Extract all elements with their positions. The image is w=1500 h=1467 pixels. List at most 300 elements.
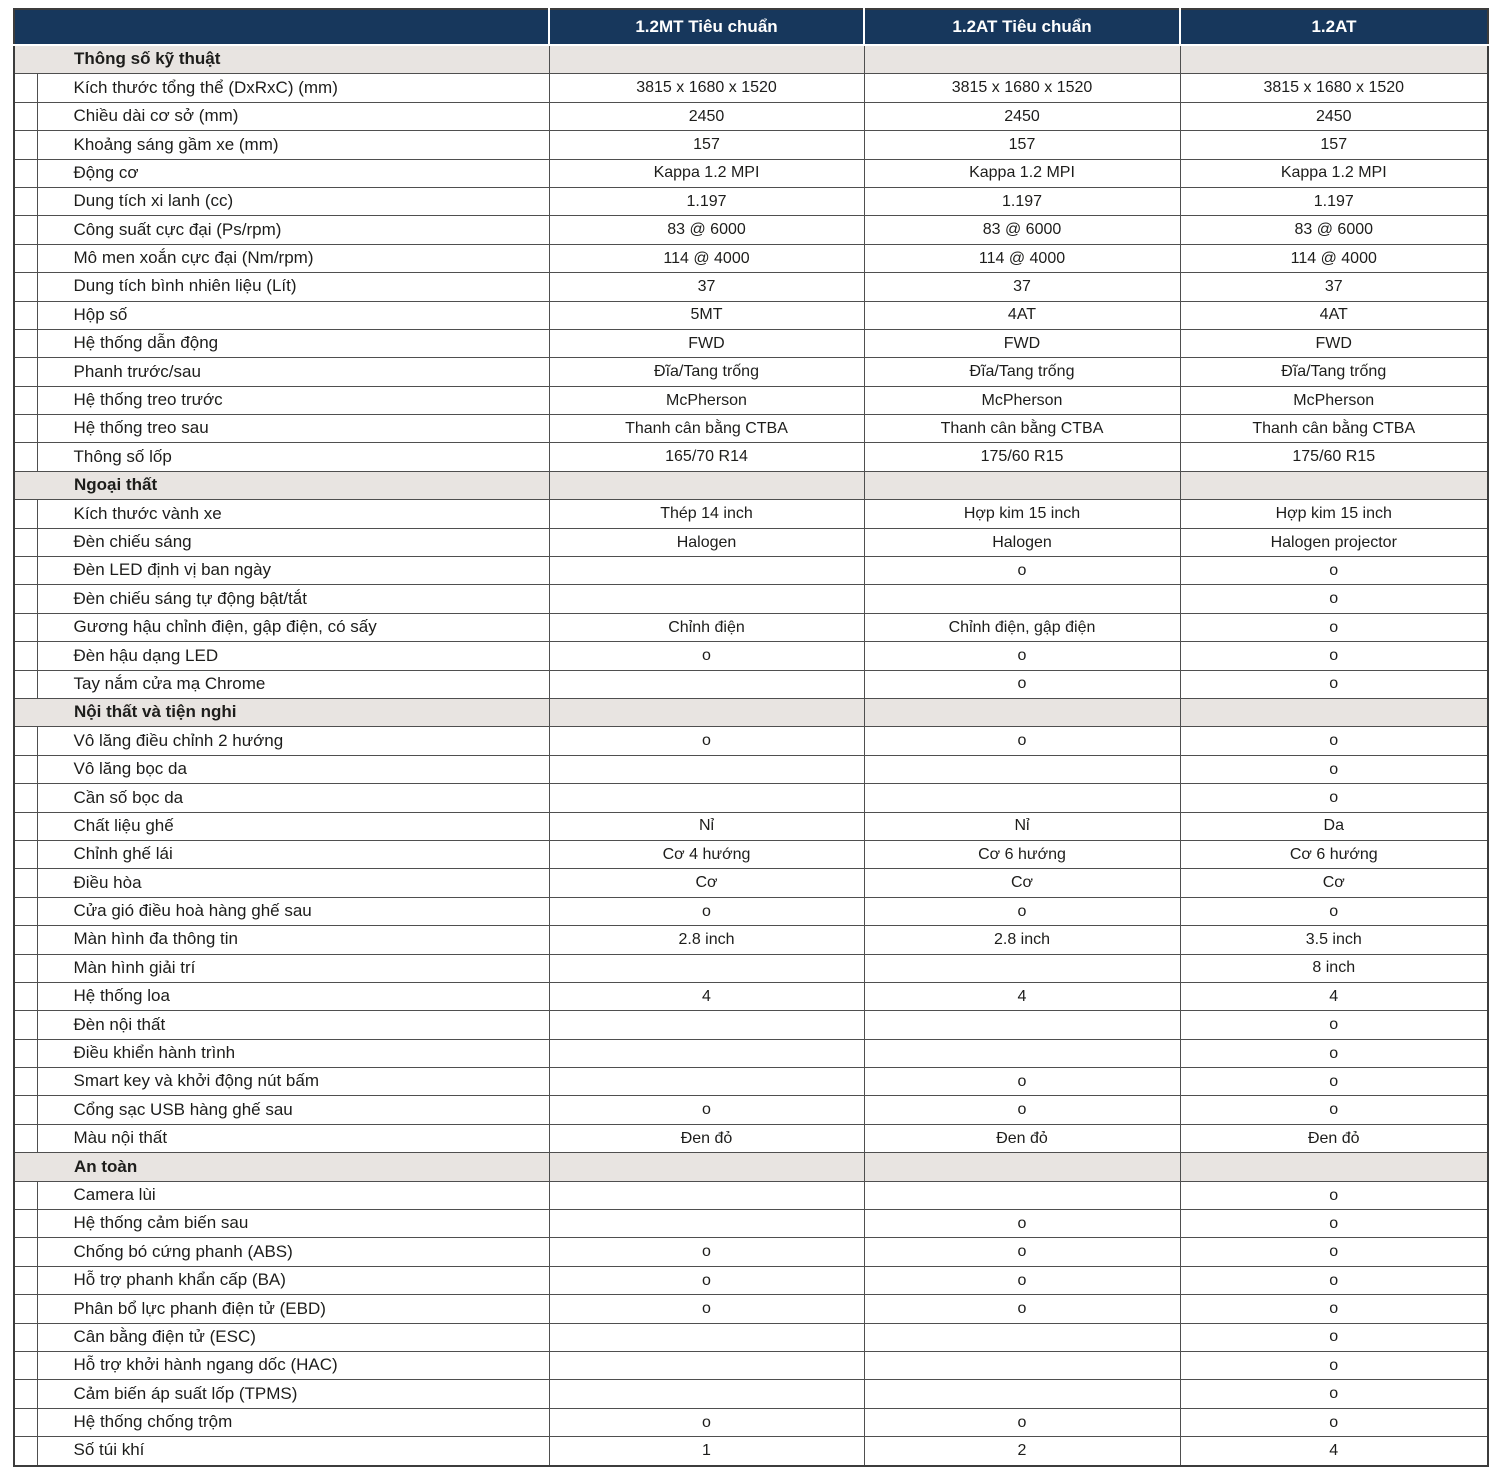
spec-value: o [864, 642, 1180, 670]
spec-value: Chỉnh điện, gập điện [864, 613, 1180, 641]
spec-value: Đen đỏ [549, 1124, 864, 1152]
spec-value [549, 1210, 864, 1238]
row-spacer-cell [14, 1181, 37, 1209]
spec-value: Kappa 1.2 MPI [549, 159, 864, 187]
spec-row [14, 585, 1488, 613]
spec-label: Cân bằng điện tử (ESC) [37, 1323, 549, 1351]
spec-value [864, 1181, 1180, 1209]
spec-value [549, 755, 864, 783]
spec-label: Hệ thống dẫn động [37, 329, 549, 357]
spec-row [14, 755, 1488, 783]
spec-value: 3.5 inch [1180, 926, 1488, 954]
row-spacer-cell [14, 159, 37, 187]
spec-value: o [864, 1238, 1180, 1266]
spec-value: Halogen projector [1180, 528, 1488, 556]
spec-value: 3815 x 1680 x 1520 [549, 74, 864, 102]
spec-value: Đĩa/Tang trống [1180, 358, 1488, 386]
spec-value [549, 670, 864, 698]
spec-label: Hệ thống treo trước [37, 386, 549, 414]
spec-value [549, 1323, 864, 1351]
spec-label: Chỉnh ghế lái [37, 840, 549, 868]
spec-value [549, 954, 864, 982]
spec-value: o [864, 1096, 1180, 1124]
spec-value: 3815 x 1680 x 1520 [1180, 74, 1488, 102]
section-fill-cell [864, 698, 1180, 726]
row-spacer-cell [14, 1210, 37, 1238]
spec-row [14, 812, 1488, 840]
spec-label: Khoảng sáng gầm xe (mm) [37, 131, 549, 159]
section-fill-cell [1180, 698, 1488, 726]
row-spacer-cell [14, 727, 37, 755]
row-spacer-cell [14, 1124, 37, 1152]
header-corner-cell [14, 9, 549, 45]
spec-label: Hệ thống cảm biến sau [37, 1210, 549, 1238]
spec-label: Vô lăng điều chỉnh 2 hướng [37, 727, 549, 755]
spec-value: Cơ 6 hướng [1180, 840, 1488, 868]
row-spacer-cell [14, 784, 37, 812]
spec-value: 5MT [549, 301, 864, 329]
row-spacer-cell [14, 1039, 37, 1067]
spec-row [14, 358, 1488, 386]
spec-value: o [1180, 557, 1488, 585]
spec-value: Cơ [864, 869, 1180, 897]
spec-value: Cơ [549, 869, 864, 897]
spec-value: o [1180, 585, 1488, 613]
spec-value: o [864, 557, 1180, 585]
spec-label: Dung tích xi lanh (cc) [37, 187, 549, 215]
spec-label: Đèn hậu dạng LED [37, 642, 549, 670]
spec-value [864, 1323, 1180, 1351]
section-title: Nội thất và tiện nghi [14, 698, 549, 726]
spec-value: 4 [864, 982, 1180, 1010]
spec-value: FWD [864, 329, 1180, 357]
spec-value: 37 [549, 273, 864, 301]
spec-row [14, 1039, 1488, 1067]
row-spacer-cell [14, 1351, 37, 1379]
spec-value: o [1180, 1295, 1488, 1323]
spec-row [14, 159, 1488, 187]
spec-value: o [549, 642, 864, 670]
spec-value: 175/60 R15 [864, 443, 1180, 471]
spec-value: 114 @ 4000 [549, 244, 864, 272]
spec-value [864, 1380, 1180, 1408]
spec-value: o [1180, 1096, 1488, 1124]
section-fill-cell [864, 471, 1180, 499]
spec-row [14, 727, 1488, 755]
spec-value: 37 [864, 273, 1180, 301]
spec-value [549, 557, 864, 585]
spec-value: Halogen [864, 528, 1180, 556]
section-fill-cell [1180, 45, 1488, 74]
spec-row [14, 557, 1488, 585]
spec-value: Cơ 4 hướng [549, 840, 864, 868]
spec-value: 2450 [1180, 102, 1488, 130]
row-spacer-cell [14, 840, 37, 868]
spec-value: o [1180, 1238, 1488, 1266]
row-spacer-cell [14, 1295, 37, 1323]
spec-value: o [864, 897, 1180, 925]
spec-value: 2450 [864, 102, 1180, 130]
spec-value: Halogen [549, 528, 864, 556]
section-row [14, 471, 1488, 499]
spec-value [549, 1380, 864, 1408]
spec-value [864, 1351, 1180, 1379]
spec-value: o [1180, 755, 1488, 783]
spec-value: 2.8 inch [549, 926, 864, 954]
section-fill-cell [1180, 471, 1488, 499]
spec-value [549, 1181, 864, 1209]
spec-value: o [1180, 1039, 1488, 1067]
spec-value: o [1180, 1181, 1488, 1209]
section-title: An toàn [14, 1153, 549, 1181]
spec-value: o [1180, 1323, 1488, 1351]
spec-value [549, 1351, 864, 1379]
spec-label: Mô men xoắn cực đại (Nm/rpm) [37, 244, 549, 272]
spec-row [14, 1210, 1488, 1238]
spec-row [14, 1351, 1488, 1379]
section-title: Thông số kỹ thuật [14, 45, 549, 74]
spec-value: o [549, 897, 864, 925]
spec-label: Chất liệu ghế [37, 812, 549, 840]
spec-row [14, 926, 1488, 954]
row-spacer-cell [14, 528, 37, 556]
header-variant-1-2at: 1.2AT [1180, 9, 1488, 45]
spec-label: Cần số bọc da [37, 784, 549, 812]
row-spacer-cell [14, 642, 37, 670]
spec-value: 114 @ 4000 [1180, 244, 1488, 272]
spec-value: o [1180, 1408, 1488, 1436]
spec-value: 37 [1180, 273, 1488, 301]
spec-value: o [1180, 613, 1488, 641]
row-spacer-cell [14, 755, 37, 783]
spec-value: o [864, 1210, 1180, 1238]
row-spacer-cell [14, 1380, 37, 1408]
spec-label: Đèn chiếu sáng tự động bật/tắt [37, 585, 549, 613]
spec-value: 157 [864, 131, 1180, 159]
spec-value [549, 1068, 864, 1096]
spec-value [549, 585, 864, 613]
header-variant-1-2mt-tieu-chuan: 1.2MT Tiêu chuẩn [549, 9, 864, 45]
spec-value: Đĩa/Tang trống [549, 358, 864, 386]
spec-value [864, 755, 1180, 783]
spec-value: McPherson [549, 386, 864, 414]
spec-value [549, 784, 864, 812]
spec-value [864, 1011, 1180, 1039]
spec-label: Hộp số [37, 301, 549, 329]
row-spacer-cell [14, 500, 37, 528]
spec-row [14, 869, 1488, 897]
row-spacer-cell [14, 982, 37, 1010]
spec-value: o [1180, 727, 1488, 755]
spec-value: Hợp kim 15 inch [864, 500, 1180, 528]
spec-label: Smart key và khởi động nút bấm [37, 1068, 549, 1096]
spec-label: Chống bó cứng phanh (ABS) [37, 1238, 549, 1266]
spec-label: Điều khiển hành trình [37, 1039, 549, 1067]
spec-row [14, 1124, 1488, 1152]
spec-value: Chỉnh điện [549, 613, 864, 641]
spec-value: Cơ 6 hướng [864, 840, 1180, 868]
section-row [14, 45, 1488, 74]
spec-label: Hệ thống chống trộm [37, 1408, 549, 1436]
section-row [14, 1153, 1488, 1181]
spec-label: Gương hậu chỉnh điện, gập điện, có sấy [37, 613, 549, 641]
spec-row [14, 1437, 1488, 1466]
spec-value: Thanh cân bằng CTBA [864, 415, 1180, 443]
spec-value: Cơ [1180, 869, 1488, 897]
spec-row [14, 1011, 1488, 1039]
spec-value: 4 [1180, 1437, 1488, 1466]
spec-value: McPherson [864, 386, 1180, 414]
spec-row [14, 386, 1488, 414]
spec-value: 1.197 [864, 187, 1180, 215]
row-spacer-cell [14, 1266, 37, 1294]
spec-row [14, 954, 1488, 982]
spec-value: 157 [1180, 131, 1488, 159]
spec-label: Phanh trước/sau [37, 358, 549, 386]
spec-value [864, 1039, 1180, 1067]
row-spacer-cell [14, 1068, 37, 1096]
spec-value: 8 inch [1180, 954, 1488, 982]
spec-row [14, 613, 1488, 641]
spec-label: Hệ thống loa [37, 982, 549, 1010]
spec-row [14, 1266, 1488, 1294]
spec-value: Nỉ [864, 812, 1180, 840]
spec-label: Cổng sạc USB hàng ghế sau [37, 1096, 549, 1124]
row-spacer-cell [14, 187, 37, 215]
spec-value: o [864, 1295, 1180, 1323]
row-spacer-cell [14, 74, 37, 102]
spec-row [14, 1238, 1488, 1266]
spec-value: 4AT [864, 301, 1180, 329]
spec-value: Da [1180, 812, 1488, 840]
row-spacer-cell [14, 1096, 37, 1124]
spec-label: Màu nội thất [37, 1124, 549, 1152]
row-spacer-cell [14, 557, 37, 585]
spec-label: Điều hòa [37, 869, 549, 897]
spec-value: Thanh cân bằng CTBA [1180, 415, 1488, 443]
variant-header-row [14, 9, 1488, 45]
spec-value [549, 1011, 864, 1039]
spec-row [14, 216, 1488, 244]
row-spacer-cell [14, 244, 37, 272]
spec-value: Kappa 1.2 MPI [1180, 159, 1488, 187]
spec-value: o [549, 1238, 864, 1266]
spec-label: Kích thước tổng thể (DxRxC) (mm) [37, 74, 549, 102]
row-spacer-cell [14, 1408, 37, 1436]
spec-label: Đèn chiếu sáng [37, 528, 549, 556]
spec-value: 1.197 [549, 187, 864, 215]
spec-row [14, 1096, 1488, 1124]
spec-value: 2 [864, 1437, 1180, 1466]
section-fill-cell [549, 45, 864, 74]
section-fill-cell [549, 471, 864, 499]
spec-row [14, 273, 1488, 301]
spec-value: McPherson [1180, 386, 1488, 414]
spec-value: 4 [1180, 982, 1488, 1010]
spec-label: Dung tích bình nhiên liệu (Lít) [37, 273, 549, 301]
spec-value: o [549, 1266, 864, 1294]
spec-value: o [864, 1408, 1180, 1436]
spec-value: Thanh cân bằng CTBA [549, 415, 864, 443]
spec-row [14, 528, 1488, 556]
spec-row [14, 500, 1488, 528]
spec-value: 4 [549, 982, 864, 1010]
spec-value [864, 954, 1180, 982]
spec-value: 114 @ 4000 [864, 244, 1180, 272]
spec-row [14, 784, 1488, 812]
spec-row [14, 642, 1488, 670]
spec-value: 175/60 R15 [1180, 443, 1488, 471]
spec-value [864, 585, 1180, 613]
spec-value: Nỉ [549, 812, 864, 840]
spec-row [14, 1323, 1488, 1351]
spec-value: o [1180, 1011, 1488, 1039]
spec-label: Hỗ trợ khởi hành ngang dốc (HAC) [37, 1351, 549, 1379]
row-spacer-cell [14, 926, 37, 954]
row-spacer-cell [14, 102, 37, 130]
row-spacer-cell [14, 1011, 37, 1039]
spec-value: FWD [1180, 329, 1488, 357]
spec-value: o [1180, 1351, 1488, 1379]
spec-label: Phân bổ lực phanh điện tử (EBD) [37, 1295, 549, 1323]
spec-row [14, 74, 1488, 102]
spec-value: o [1180, 1380, 1488, 1408]
spec-value: o [1180, 1266, 1488, 1294]
spec-label: Thông số lốp [37, 443, 549, 471]
spec-row [14, 244, 1488, 272]
spec-value: o [864, 670, 1180, 698]
row-spacer-cell [14, 273, 37, 301]
spec-label: Cảm biến áp suất lốp (TPMS) [37, 1380, 549, 1408]
row-spacer-cell [14, 897, 37, 925]
spec-value: 83 @ 6000 [1180, 216, 1488, 244]
section-fill-cell [549, 698, 864, 726]
spec-label: Kích thước vành xe [37, 500, 549, 528]
row-spacer-cell [14, 415, 37, 443]
row-spacer-cell [14, 1238, 37, 1266]
row-spacer-cell [14, 329, 37, 357]
spec-row [14, 670, 1488, 698]
spec-value: 1.197 [1180, 187, 1488, 215]
spec-row [14, 840, 1488, 868]
row-spacer-cell [14, 131, 37, 159]
spec-label: Công suất cực đại (Ps/rpm) [37, 216, 549, 244]
section-fill-cell [549, 1153, 864, 1181]
spec-value: o [1180, 670, 1488, 698]
spec-value: o [1180, 897, 1488, 925]
spec-row [14, 443, 1488, 471]
spec-value: o [864, 1266, 1180, 1294]
spec-row [14, 1408, 1488, 1436]
spec-value: o [1180, 642, 1488, 670]
spec-value: o [864, 727, 1180, 755]
row-spacer-cell [14, 443, 37, 471]
spec-value: 83 @ 6000 [549, 216, 864, 244]
spec-value: 4AT [1180, 301, 1488, 329]
spec-label: Camera lùi [37, 1181, 549, 1209]
spec-value: 165/70 R14 [549, 443, 864, 471]
header-variant-1-2at-tieu-chuan: 1.2AT Tiêu chuẩn [864, 9, 1180, 45]
spec-value: Đĩa/Tang trống [864, 358, 1180, 386]
spec-value: o [864, 1068, 1180, 1096]
spec-label: Động cơ [37, 159, 549, 187]
section-title: Ngoại thất [14, 471, 549, 499]
spec-value: o [1180, 1068, 1488, 1096]
spec-value: Đen đỏ [864, 1124, 1180, 1152]
row-spacer-cell [14, 358, 37, 386]
row-spacer-cell [14, 869, 37, 897]
spec-value [864, 784, 1180, 812]
section-fill-cell [1180, 1153, 1488, 1181]
spec-row [14, 329, 1488, 357]
spec-row [14, 131, 1488, 159]
spec-row [14, 187, 1488, 215]
spec-value: o [549, 1295, 864, 1323]
spec-value: o [1180, 784, 1488, 812]
spec-label: Hệ thống treo sau [37, 415, 549, 443]
spec-row [14, 982, 1488, 1010]
section-row [14, 698, 1488, 726]
spec-label: Chiều dài cơ sở (mm) [37, 102, 549, 130]
spec-label: Hỗ trợ phanh khẩn cấp (BA) [37, 1266, 549, 1294]
spec-value: FWD [549, 329, 864, 357]
spec-label: Màn hình giải trí [37, 954, 549, 982]
spec-label: Đèn nội thất [37, 1011, 549, 1039]
spec-value: o [1180, 1210, 1488, 1238]
spec-label: Màn hình đa thông tin [37, 926, 549, 954]
spec-row [14, 415, 1488, 443]
spec-row [14, 1068, 1488, 1096]
row-spacer-cell [14, 216, 37, 244]
spec-row [14, 1380, 1488, 1408]
row-spacer-cell [14, 613, 37, 641]
spec-value: 2450 [549, 102, 864, 130]
spec-row [14, 301, 1488, 329]
row-spacer-cell [14, 1437, 37, 1466]
spec-row [14, 897, 1488, 925]
spec-value: o [549, 1096, 864, 1124]
spec-label: Số túi khí [37, 1437, 549, 1466]
row-spacer-cell [14, 585, 37, 613]
spec-value: Đen đỏ [1180, 1124, 1488, 1152]
row-spacer-cell [14, 301, 37, 329]
spec-value: 2.8 inch [864, 926, 1180, 954]
spec-value: 157 [549, 131, 864, 159]
spec-value: 83 @ 6000 [864, 216, 1180, 244]
spec-table-body [14, 45, 1488, 1466]
section-fill-cell [864, 45, 1180, 74]
spec-row [14, 102, 1488, 130]
spec-value: o [549, 1408, 864, 1436]
row-spacer-cell [14, 386, 37, 414]
spec-label: Đèn LED định vị ban ngày [37, 557, 549, 585]
spec-value [549, 1039, 864, 1067]
spec-label: Cửa gió điều hoà hàng ghế sau [37, 897, 549, 925]
spec-label: Vô lăng bọc da [37, 755, 549, 783]
spec-label: Tay nắm cửa mạ Chrome [37, 670, 549, 698]
row-spacer-cell [14, 954, 37, 982]
spec-value: Thép 14 inch [549, 500, 864, 528]
row-spacer-cell [14, 1323, 37, 1351]
spec-value: Hợp kim 15 inch [1180, 500, 1488, 528]
spec-table [13, 8, 1489, 1467]
row-spacer-cell [14, 812, 37, 840]
spec-row [14, 1181, 1488, 1209]
row-spacer-cell [14, 670, 37, 698]
spec-value: Kappa 1.2 MPI [864, 159, 1180, 187]
spec-row [14, 1295, 1488, 1323]
spec-value: 3815 x 1680 x 1520 [864, 74, 1180, 102]
